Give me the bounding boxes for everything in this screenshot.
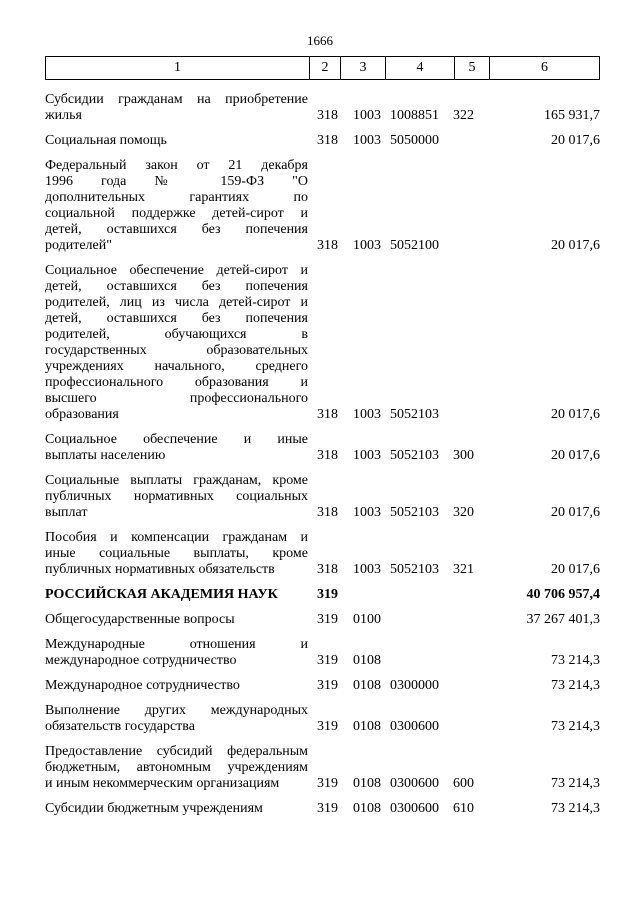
row-name — [45, 530, 308, 578]
row-name-line: Предоставление субсидий федеральным — [45, 744, 308, 759]
row-name-line: бюджетным, автономным учреждениям — [45, 760, 308, 775]
header-col-4: 4 — [386, 57, 455, 80]
table-row — [45, 133, 600, 149]
row-name-line: учреждениях начального, среднего — [45, 359, 308, 374]
row-name-line: образования — [45, 407, 119, 422]
row-sum: 20 017,6 — [551, 133, 600, 148]
row-rz-code: 0108 — [353, 719, 381, 734]
row-gr-code: 318 — [317, 505, 338, 520]
row-name-line: Выполнение других международных — [45, 703, 308, 718]
row-name — [45, 263, 308, 423]
table-row — [45, 530, 600, 578]
row-gr-code: 318 — [317, 407, 338, 422]
table-row — [45, 678, 600, 694]
row-rz-code: 1003 — [353, 108, 381, 123]
row-name-line: Пособия и компенсации гражданам и — [45, 530, 308, 545]
row-gr-code: 319 — [317, 776, 338, 791]
row-name-line: родителей, обучающихся в — [45, 327, 308, 342]
row-name-line: выплаты населению — [45, 448, 166, 463]
row-gr-code: 319 — [317, 678, 338, 693]
row-name — [45, 473, 308, 521]
row-sum: 73 214,3 — [551, 801, 600, 816]
table-row — [45, 703, 600, 735]
row-name-line: Социальное обеспечение и иные — [45, 432, 308, 447]
row-name — [45, 587, 308, 603]
row-name-line: профессионального образования и — [45, 375, 308, 390]
row-sum: 73 214,3 — [551, 719, 600, 734]
row-name-line: высшего профессионального — [45, 391, 308, 406]
table-row — [45, 432, 600, 464]
header-col-2: 2 — [310, 57, 341, 80]
row-sum: 20 017,6 — [551, 238, 600, 253]
row-name-line: РОССИЙСКАЯ АКАДЕМИЯ НАУК — [45, 587, 278, 602]
row-sum: 165 931,7 — [544, 108, 600, 123]
row-name-line: Федеральный закон от 21 декабря — [45, 158, 308, 173]
row-name-line: детей, оставшихся без попечения — [45, 311, 308, 326]
row-gr-code: 318 — [317, 448, 338, 463]
row-cs-code: 5052100 — [390, 238, 439, 253]
table-row — [45, 263, 600, 423]
row-name-line: обязательств государства — [45, 719, 195, 734]
row-rz-code: 1003 — [353, 238, 381, 253]
row-sum: 20 017,6 — [551, 448, 600, 463]
header-col-6: 6 — [490, 57, 600, 80]
row-name — [45, 744, 308, 792]
row-rz-code: 0108 — [353, 776, 381, 791]
row-name — [45, 801, 308, 817]
row-name-line: дополнительных гарантиях по — [45, 190, 308, 205]
row-rz-code: 0108 — [353, 653, 381, 668]
row-vr-code: 320 — [453, 505, 474, 520]
row-name — [45, 612, 308, 628]
row-name-line: родителей, лиц из числа детей-сирот и — [45, 295, 308, 310]
row-sum: 73 214,3 — [551, 678, 600, 693]
row-gr-code: 319 — [317, 653, 338, 668]
row-name-line: выплат — [45, 505, 88, 520]
row-name — [45, 133, 308, 149]
table-row — [45, 744, 600, 792]
row-rz-code: 1003 — [353, 133, 381, 148]
row-gr-code: 319 — [317, 587, 338, 602]
row-rz-code: 0108 — [353, 678, 381, 693]
row-cs-code: 5052103 — [390, 562, 439, 577]
row-name-line: и иным некоммерческим организациям — [45, 776, 280, 791]
row-name-line: иные социальные выплаты, кроме — [45, 546, 308, 561]
row-name — [45, 92, 308, 124]
row-cs-code: 5052103 — [390, 407, 439, 422]
row-rz-code: 1003 — [353, 562, 381, 577]
row-gr-code: 318 — [317, 133, 338, 148]
row-sum: 40 706 957,4 — [526, 587, 600, 602]
row-gr-code: 319 — [317, 612, 338, 627]
table-row — [45, 637, 600, 669]
row-name-line: Субсидии гражданам на приобретение — [45, 92, 308, 107]
row-cs-code: 0300600 — [390, 801, 439, 816]
row-name-line: Социальное обеспечение детей-сирот и — [45, 263, 308, 278]
row-name-line: Международное сотрудничество — [45, 678, 240, 693]
row-gr-code: 318 — [317, 108, 338, 123]
row-name-line: государственных образовательных — [45, 343, 308, 358]
table-header — [45, 56, 600, 80]
row-gr-code: 319 — [317, 719, 338, 734]
row-name-line: Социальные выплаты гражданам, кроме — [45, 473, 308, 488]
row-sum: 20 017,6 — [551, 562, 600, 577]
row-gr-code: 319 — [317, 801, 338, 816]
row-vr-code: 322 — [453, 108, 474, 123]
row-name — [45, 678, 308, 694]
table-row — [45, 473, 600, 521]
row-name — [45, 637, 308, 669]
row-cs-code: 0300600 — [390, 719, 439, 734]
row-gr-code: 318 — [317, 562, 338, 577]
row-cs-code: 5052103 — [390, 505, 439, 520]
table-row — [45, 587, 600, 603]
row-rz-code: 1003 — [353, 448, 381, 463]
row-vr-code: 600 — [453, 776, 474, 791]
row-sum: 20 017,6 — [551, 505, 600, 520]
row-name-line: жилья — [45, 108, 82, 123]
row-name — [45, 158, 308, 254]
row-cs-code: 5052103 — [390, 448, 439, 463]
row-name-line: социальной поддержке детей-сирот и — [45, 206, 308, 221]
row-cs-code: 5050000 — [390, 133, 439, 148]
row-name-line: родителей" — [45, 238, 112, 253]
table-row — [45, 612, 600, 628]
row-cs-code: 0300600 — [390, 776, 439, 791]
row-name-line: публичных нормативных социальных — [45, 489, 308, 504]
table-row — [45, 801, 600, 817]
row-vr-code: 321 — [453, 562, 474, 577]
row-sum: 73 214,3 — [551, 653, 600, 668]
table-row — [45, 158, 600, 254]
header-col-5: 5 — [455, 57, 490, 80]
row-name-line: международное сотрудничество — [45, 653, 237, 668]
row-name-line: детей, оставшихся без попечения — [45, 279, 308, 294]
header-col-3: 3 — [341, 57, 386, 80]
row-sum: 20 017,6 — [551, 407, 600, 422]
row-sum: 73 214,3 — [551, 776, 600, 791]
row-vr-code: 300 — [453, 448, 474, 463]
row-rz-code: 1003 — [353, 407, 381, 422]
row-name-line: Социальная помощь — [45, 133, 167, 148]
budget-rows — [45, 92, 600, 826]
row-name-line: детей, оставшихся без попечения — [45, 222, 308, 237]
row-name-line: Субсидии бюджетным учреждениям — [45, 801, 263, 816]
row-name — [45, 703, 308, 735]
row-name-line: публичных нормативных обязательств — [45, 562, 275, 577]
row-rz-code: 0108 — [353, 801, 381, 816]
row-rz-code: 0100 — [353, 612, 381, 627]
row-name — [45, 432, 308, 464]
table-row — [45, 92, 600, 124]
row-cs-code: 0300000 — [390, 678, 439, 693]
row-sum: 37 267 401,3 — [526, 612, 600, 627]
row-gr-code: 318 — [317, 238, 338, 253]
row-rz-code: 1003 — [353, 505, 381, 520]
row-cs-code: 1008851 — [390, 108, 439, 123]
row-name-line: Международные отношения и — [45, 637, 308, 652]
row-vr-code: 610 — [453, 801, 474, 816]
row-name-line: 1996 года № 159-ФЗ "О — [45, 174, 308, 189]
row-name-line: Общегосударственные вопросы — [45, 612, 235, 627]
header-col-1: 1 — [46, 57, 310, 80]
page-number: 1666 — [307, 33, 333, 48]
